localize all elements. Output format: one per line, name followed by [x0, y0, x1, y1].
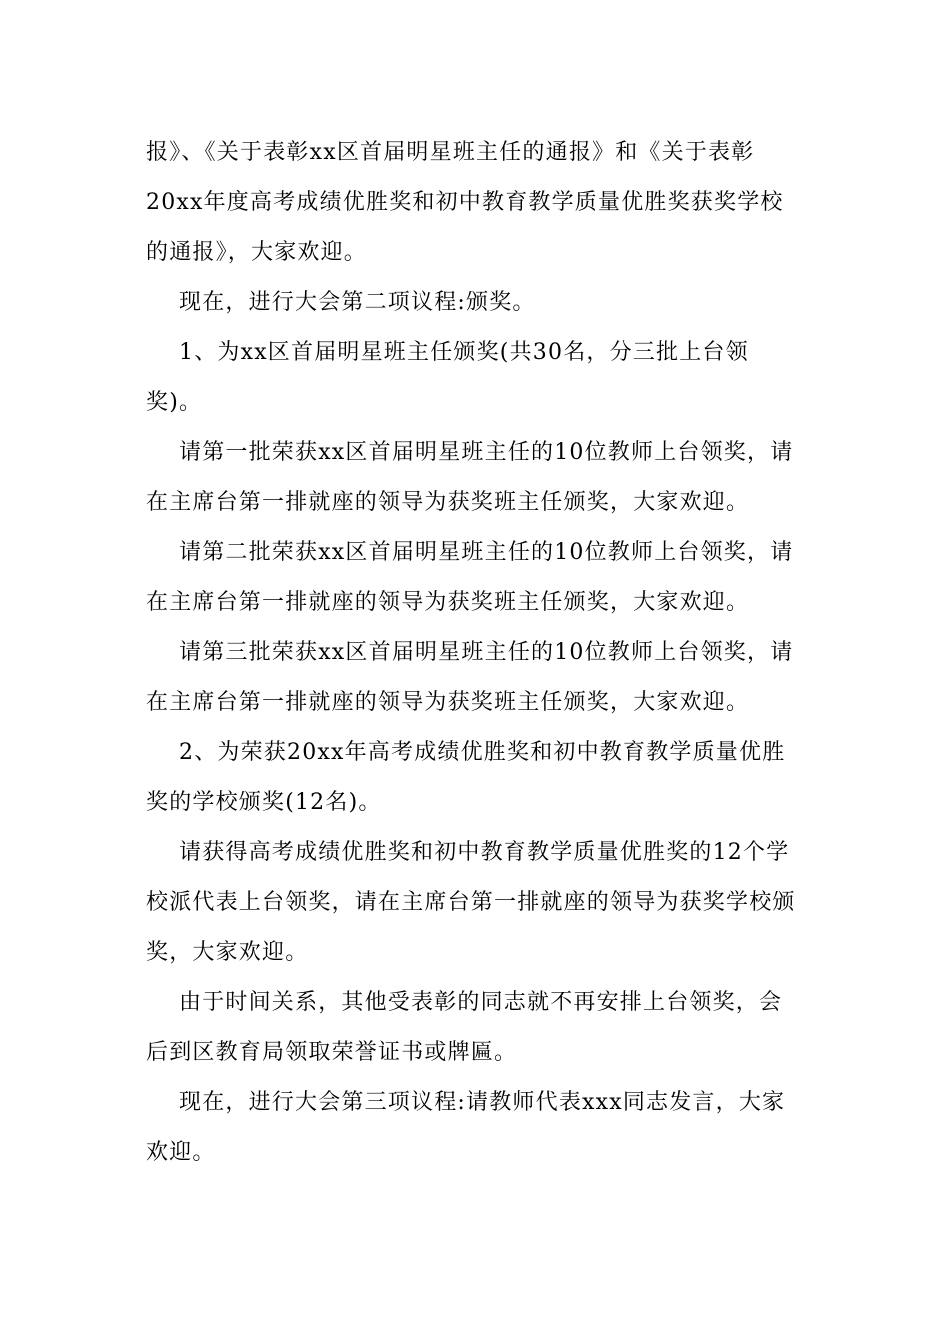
paragraph-school-award: 请获得高考成绩优胜奖和初中教育教学质量优胜奖的12个学校派代表上台领奖，请在主席台第一排就座的领导为获奖学校颁奖，大家欢迎。: [146, 840, 796, 965]
paragraph-time-note: 由于时间关系，其他受表彰的同志就不再安排上台领奖，会后到区教育局领取荣誉证书或牌匾。: [146, 990, 783, 1065]
paragraph-batch-two: 请第二批荣获xx区首届明星班主任的10位教师上台领奖，请在主席台第一排就座的领导为获奖班主任颁奖，大家欢迎。: [146, 540, 794, 615]
paragraph-agenda-two: 现在，进行大会第二项议程:颁奖。: [179, 290, 536, 315]
paragraph-batch-three: 请第三批荣获xx区首届明星班主任的10位教师上台领奖，请在主席台第一排就座的领导为获奖班主任颁奖，大家欢迎。: [146, 640, 794, 715]
paragraph-agenda-three: 现在，进行大会第三项议程:请教师代表xxx同志发言，大家欢迎。: [146, 1090, 786, 1165]
document-body: [146, 128, 802, 1178]
paragraph-item-two: 2、为荣获20xx年高考成绩优胜奖和初中教育教学质量优胜奖的学校颁奖(12名)。: [146, 740, 786, 815]
paragraph-batch-one: 请第一批荣获xx区首届明星班主任的10位教师上台领奖，请在主席台第一排就座的领导为获奖班主任颁奖，大家欢迎。: [146, 440, 794, 515]
paragraph-continued-notices: 报》、《关于表彰xx区首届明星班主任的通报》和《关于表彰20xx年度高考成绩优胜奖和初中教育教学质量优胜奖获奖学校的通报》，大家欢迎。: [146, 140, 784, 265]
paragraph-item-one: 1、为xx区首届明星班主任颁奖(共30名，分三批上台领奖)。: [146, 340, 749, 415]
